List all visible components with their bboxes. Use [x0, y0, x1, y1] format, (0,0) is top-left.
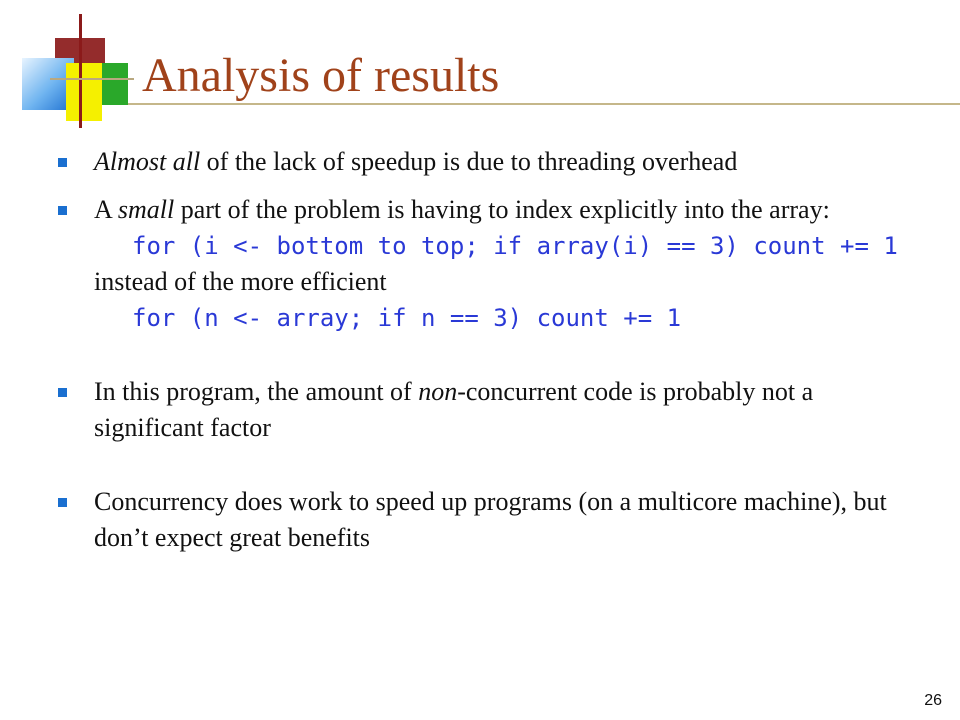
bullet-text: -concurrent code is probably not a significant factor: [94, 377, 814, 442]
code-snippet: for (n <- array; if n == 3) count += 1: [132, 304, 682, 332]
bullet-emphasis: small: [117, 195, 175, 224]
bullet-icon: [58, 206, 67, 215]
bullet-text: instead of the more efficient: [94, 267, 387, 296]
bullet-item: [58, 144, 928, 180]
logo-green-square: [102, 63, 128, 105]
bullet-emphasis: Almost all: [94, 147, 201, 176]
slide-title: Analysis of results: [142, 49, 500, 102]
bullet-icon: [58, 498, 67, 507]
slide-content: [58, 144, 928, 556]
bullet-text: In this program, the amount of: [94, 377, 419, 406]
bullet-text: Concurrency does work to speed up programs (on a multicore machine), but don’t expect great benefits: [94, 487, 887, 552]
bullet-icon: [58, 388, 67, 397]
page-number: 26: [924, 692, 942, 709]
bullet-item: [58, 374, 928, 446]
bullet-text: of the lack of speedup is due to threading overhead: [200, 147, 738, 176]
title-underline: [128, 103, 960, 105]
bullet-item: [58, 192, 928, 336]
logo-vertical-line: [79, 14, 82, 128]
decorative-logo: [0, 0, 140, 140]
bullet-text: part of the problem is having to index explicitly into the array:: [174, 195, 830, 224]
bullet-text: A: [94, 195, 118, 224]
code-snippet: for (i <- bottom to top; if array(i) == 3) count += 1: [132, 232, 898, 260]
bullet-emphasis: non: [418, 377, 458, 406]
logo-horizontal-line: [50, 78, 134, 80]
logo-yellow-square: [66, 63, 102, 121]
bullet-item: [58, 484, 928, 556]
bullet-icon: [58, 158, 67, 167]
